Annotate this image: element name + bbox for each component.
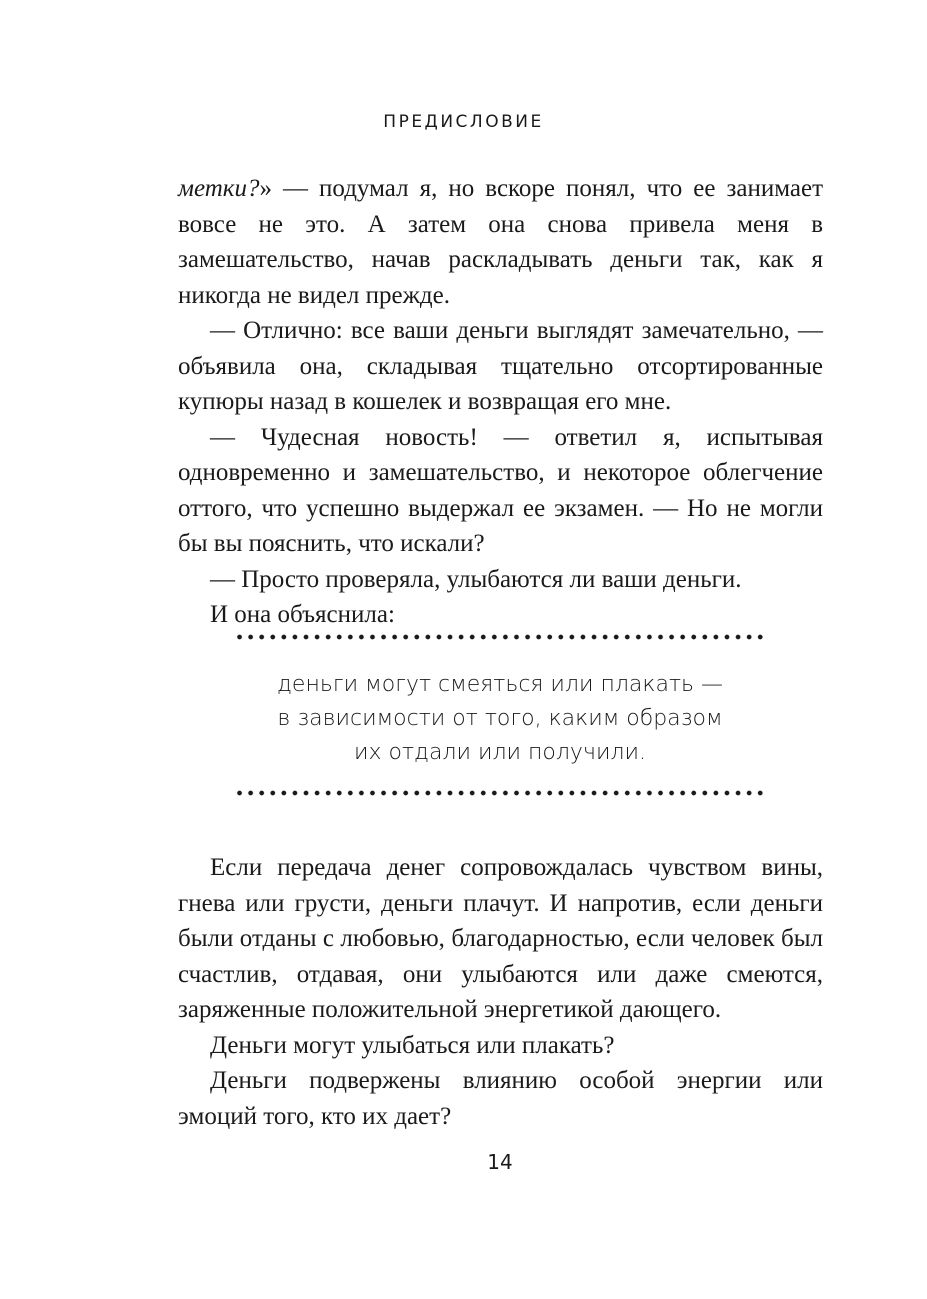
text-block-bottom <box>178 850 823 1134</box>
paragraph <box>178 171 823 313</box>
pull-quote-line: деньги могут смеяться или плакать — <box>277 672 723 697</box>
paragraph: Деньги могут улыбаться или плакать? <box>210 1031 615 1059</box>
running-header: ПРЕДИСЛОВИЕ <box>383 112 544 132</box>
paragraph-text: » — подумал я, но вскоре понял, что ее занимает вовсе не это. А затем она снова привела меня в замешательство, начав раскладывать деньги так, как я никогда не видел прежде. <box>178 175 823 309</box>
paragraph: Если передача денег сопровождалась чувством вины, гнева или грусти, деньги плачут. И напротив, если деньги были отданы с любовью, благодарностью, если человек был счастлив, отдавая, они улыбаются или даже смеются, заряженные положительной энергетикой дающего. <box>178 854 823 1023</box>
dotted-divider-bottom <box>234 790 766 796</box>
dotted-divider-top <box>234 634 766 640</box>
paragraph: — Просто проверяла, улыбаются ли ваши деньги. <box>210 565 742 593</box>
paragraph: И она объяснила: <box>210 601 395 628</box>
italic-word: метки? <box>178 175 260 202</box>
paragraph: — Чудесная новость! — ответил я, испытывая одновременно и замешательство, и некоторое облегчение оттого, что успешно выдержал ее экзамен. — Но не могли бы вы пояснить, что искали? <box>178 423 823 557</box>
paragraph: — Отлично: все ваши деньги выглядят замечательно, — объявила она, складывая тщательно отсортированные купюры назад в кошелек и возвращая его мне. <box>178 317 823 415</box>
pull-quote <box>0 668 927 770</box>
pull-quote-line: в зависимости от того, каким образом <box>277 706 723 731</box>
paragraph: Деньги подвержены влиянию особой энергии или эмоций того, кто их дает? <box>178 1067 823 1130</box>
page-number: 14 <box>487 1150 513 1174</box>
pull-quote-line: их отдали или получили. <box>354 740 646 765</box>
text-block-top <box>178 171 823 633</box>
